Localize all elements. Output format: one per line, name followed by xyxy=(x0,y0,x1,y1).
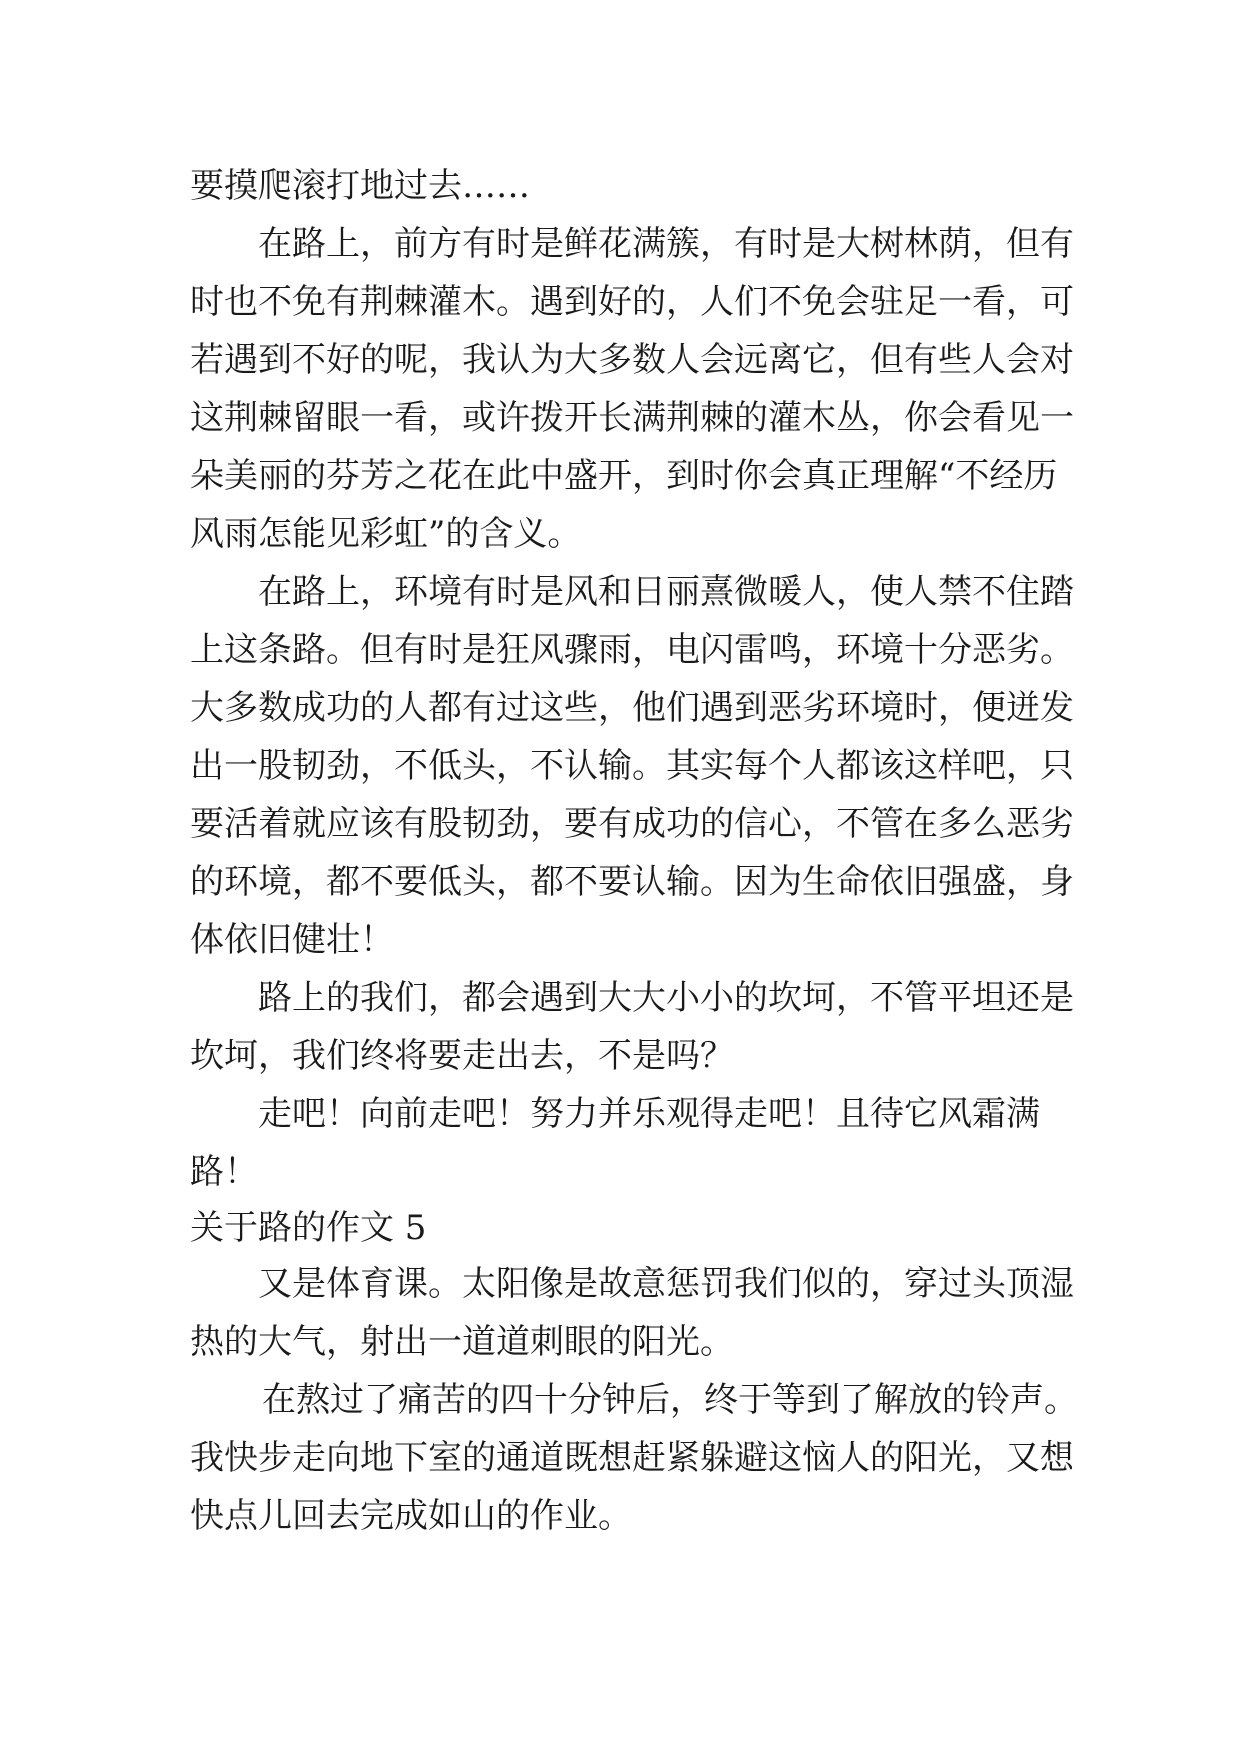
text-line: 的环境，都不要低头，都不要认输。因为生命依旧强盛，身 xyxy=(190,862,1074,902)
text-line: 坎坷，我们终将要走出去，不是吗？ xyxy=(190,1036,734,1076)
text-line: 在路上，前方有时是鲜花满簇，有时是大树林荫，但有 xyxy=(258,224,1074,264)
text-line: 在路上，环境有时是风和日丽熹微暖人，使人禁不住踏 xyxy=(258,572,1074,612)
text-line: 大多数成功的人都有过这些，他们遇到恶劣环境时，便迸发 xyxy=(190,688,1074,728)
text-line: 要活着就应该有股韧劲，要有成功的信心，不管在多么恶劣 xyxy=(190,804,1074,844)
section-heading: 关于路的作文 5 xyxy=(190,1208,427,1248)
text-line: 又是体育课。太阳像是故意惩罚我们似的，穿过头顶湿 xyxy=(258,1264,1074,1304)
text-line: 走吧！向前走吧！努力并乐观得走吧！且待它风霜满 xyxy=(258,1094,1040,1134)
text-line: 朵美丽的芬芳之花在此中盛开，到时你会真正理解“不经历 xyxy=(190,456,1058,496)
text-line: 时也不免有荆棘灌木。遇到好的，人们不免会驻足一看，可 xyxy=(190,282,1074,322)
text-line: 快点儿回去完成如山的作业。 xyxy=(190,1496,632,1536)
text-line: 我快步走向地下室的通道既想赶紧躲避这恼人的阳光，又想 xyxy=(190,1438,1074,1478)
text-line: 出一股韧劲，不低头，不认输。其实每个人都该这样吧，只 xyxy=(190,746,1074,786)
text-line: 路！ xyxy=(190,1152,258,1192)
text-line: 若遇到不好的呢，我认为大多数人会远离它，但有些人会对 xyxy=(190,340,1074,380)
text-line: 路上的我们，都会遇到大大小小的坎坷，不管平坦还是 xyxy=(258,978,1074,1018)
text-line: 这荆棘留眼一看，或许拨开长满荆棘的灌木丛，你会看见一 xyxy=(190,398,1074,438)
text-line: 要摸爬滚打地过去…… xyxy=(190,166,530,206)
text-line: 热的大气，射出一道道刺眼的阳光。 xyxy=(190,1322,734,1362)
text-line: 在熬过了痛苦的四十分钟后，终于等到了解放的铃声。 xyxy=(262,1380,1078,1420)
text-line: 风雨怎能见彩虹”的含义。 xyxy=(190,514,582,554)
text-line: 上这条路。但有时是狂风骤雨，电闪雷鸣，环境十分恶劣。 xyxy=(190,630,1074,670)
text-line: 体依旧健壮！ xyxy=(190,920,394,960)
